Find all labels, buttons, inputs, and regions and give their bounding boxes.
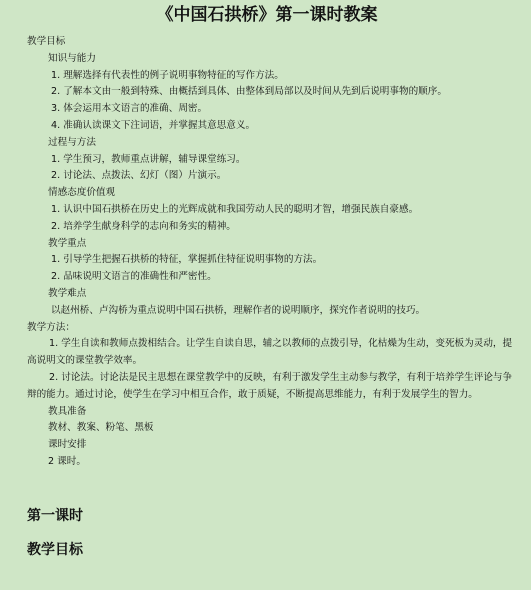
key-points-heading: 教学重点	[48, 237, 87, 249]
process-item-2: 2. 讨论法、点拨法、幻灯（图）片演示。	[51, 170, 227, 182]
values-heading: 情感态度价值观	[48, 187, 116, 199]
objectives-heading: 教学目标	[27, 36, 66, 47]
process-item-1: 1. 学生预习，教师重点讲解，辅导课堂练习。	[51, 153, 246, 165]
values-item-1: 1. 认识中国石拱桥在历史上的光辉成就和我国劳动人民的聪明才智，增强民族自豪感。	[51, 203, 419, 215]
difficulty-heading: 教学难点	[48, 287, 87, 299]
methods-heading: 教学方法：	[27, 321, 75, 333]
document-title: 《中国石拱桥》第一课时教案	[156, 5, 378, 25]
knowledge-heading: 知识与能力	[48, 52, 96, 64]
knowledge-item-3: 3. 体会运用本文语言的准确、周密。	[51, 103, 208, 115]
process-heading: 过程与方法	[48, 136, 96, 148]
lesson-title: 第一课时	[27, 507, 83, 524]
knowledge-item-4: 4. 准确认读课文下注词语，并掌握其意思意义。	[51, 119, 256, 131]
methods-paragraph-2: 2. 讨论法。讨论法是民主思想在课堂教学中的反映，有利于激发学生主动参与教学，有利于培养学生评论与争辩的能力。通过讨论，使学生在学习中相互合作，敢于质疑，不断提高思维能力，有利于发展学生的智力。	[27, 371, 513, 400]
key-points-item-2: 2. 品味说明文语言的准确性和严密性。	[51, 271, 217, 283]
schedule-text: 2 课时。	[48, 455, 86, 467]
methods-paragraph-1: 1. 学生自读和教师点拨相结合。让学生自读自思，辅之以教师的点拨引导，化枯燥为生动，变死板为灵动，提高说明文的课堂教学效率。	[27, 338, 513, 367]
lesson-objectives-heading: 教学目标	[27, 541, 83, 558]
difficulty-text: 以赵州桥、卢沟桥为重点说明中国石拱桥，理解作者的说明顺序，探究作者说明的技巧。	[51, 304, 426, 316]
knowledge-item-2: 2. 了解本文由一般到特殊、由概括到具体、由整体到局部以及时间从先到后说明事物的顺序。	[51, 86, 447, 98]
schedule-heading: 课时安排	[48, 439, 87, 451]
key-points-item-1: 1. 引导学生把握石拱桥的特征，掌握抓住特征说明事物的方法。	[51, 254, 323, 266]
values-item-2: 2. 培养学生献身科学的志向和务实的精神。	[51, 220, 236, 232]
prep-heading: 教具准备	[48, 405, 87, 417]
prep-text: 教材、教案、粉笔、黑板	[48, 422, 154, 434]
knowledge-item-1: 1. 理解选择有代表性的例子说明事物特征的写作方法。	[51, 69, 284, 81]
